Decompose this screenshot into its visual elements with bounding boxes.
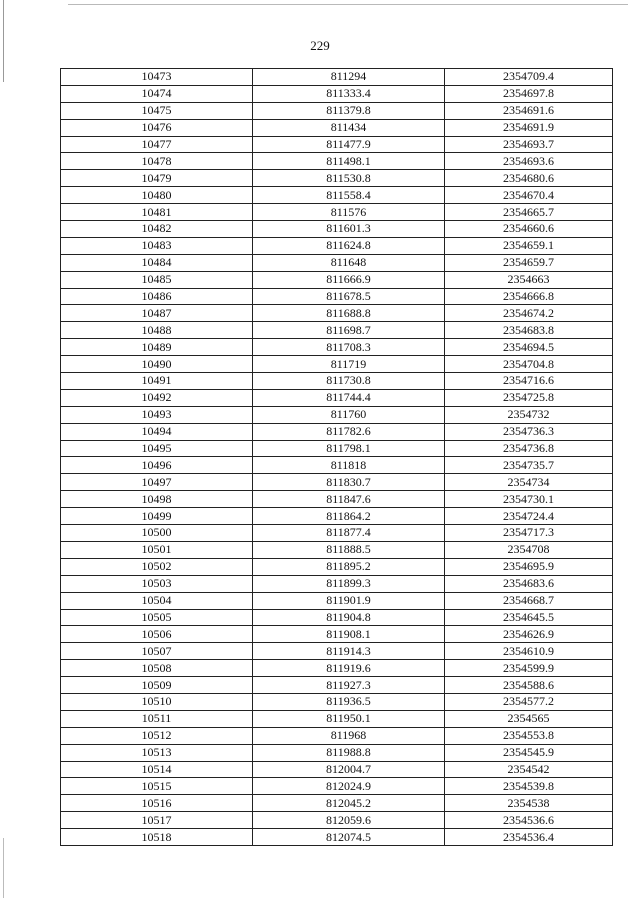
point-number-cell: 10473	[61, 69, 253, 86]
x-coordinate-cell: 811719	[253, 356, 445, 373]
y-coordinate-cell: 2354577.2	[445, 693, 613, 710]
point-number-cell: 10476	[61, 119, 253, 136]
point-number-cell: 10517	[61, 812, 253, 829]
top-rule	[68, 4, 628, 5]
table-row	[61, 491, 613, 508]
point-number-cell: 10484	[61, 254, 253, 271]
point-number-cell: 10491	[61, 373, 253, 390]
point-number-cell: 10499	[61, 508, 253, 525]
y-coordinate-cell: 2354663	[445, 271, 613, 288]
point-number-cell: 10508	[61, 660, 253, 677]
x-coordinate-cell: 811864.2	[253, 508, 445, 525]
point-number-cell: 10498	[61, 491, 253, 508]
table-row	[61, 389, 613, 406]
y-coordinate-cell: 2354610.9	[445, 643, 613, 660]
point-number-cell: 10502	[61, 558, 253, 575]
x-coordinate-cell: 811927.3	[253, 677, 445, 694]
y-coordinate-cell: 2354732	[445, 406, 613, 423]
point-number-cell: 10507	[61, 643, 253, 660]
y-coordinate-cell: 2354668.7	[445, 592, 613, 609]
table-row	[61, 204, 613, 221]
y-coordinate-cell: 2354545.9	[445, 744, 613, 761]
table-row	[61, 761, 613, 778]
y-coordinate-cell: 2354704.8	[445, 356, 613, 373]
y-coordinate-cell: 2354695.9	[445, 558, 613, 575]
point-number-cell: 10480	[61, 187, 253, 204]
table-row	[61, 136, 613, 153]
table-row	[61, 221, 613, 238]
point-number-cell: 10483	[61, 237, 253, 254]
x-coordinate-cell: 811904.8	[253, 609, 445, 626]
x-coordinate-cell: 811666.9	[253, 271, 445, 288]
table-row	[61, 643, 613, 660]
table-row	[61, 626, 613, 643]
table-body	[61, 69, 613, 846]
table-row	[61, 305, 613, 322]
table-row	[61, 69, 613, 86]
point-number-cell: 10479	[61, 170, 253, 187]
table-row	[61, 541, 613, 558]
point-number-cell: 10497	[61, 474, 253, 491]
y-coordinate-cell: 2354694.5	[445, 339, 613, 356]
x-coordinate-cell: 811830.7	[253, 474, 445, 491]
point-number-cell: 10482	[61, 221, 253, 238]
y-coordinate-cell: 2354670.4	[445, 187, 613, 204]
table-row	[61, 744, 613, 761]
x-coordinate-cell: 812045.2	[253, 795, 445, 812]
x-coordinate-cell: 811558.4	[253, 187, 445, 204]
y-coordinate-cell: 2354697.8	[445, 85, 613, 102]
x-coordinate-cell: 811648	[253, 254, 445, 271]
x-coordinate-cell: 811914.3	[253, 643, 445, 660]
x-coordinate-cell: 811877.4	[253, 525, 445, 542]
table-row	[61, 102, 613, 119]
table-row	[61, 677, 613, 694]
y-coordinate-cell: 2354536.6	[445, 812, 613, 829]
table-row	[61, 592, 613, 609]
y-coordinate-cell: 2354693.6	[445, 153, 613, 170]
table-row	[61, 727, 613, 744]
table-row	[61, 474, 613, 491]
table-row	[61, 322, 613, 339]
y-coordinate-cell: 2354725.8	[445, 389, 613, 406]
y-coordinate-cell: 2354734	[445, 474, 613, 491]
x-coordinate-cell: 811744.4	[253, 389, 445, 406]
table-row	[61, 440, 613, 457]
y-coordinate-cell: 2354736.8	[445, 440, 613, 457]
x-coordinate-cell: 811895.2	[253, 558, 445, 575]
table-row	[61, 609, 613, 626]
x-coordinate-cell: 811798.1	[253, 440, 445, 457]
y-coordinate-cell: 2354553.8	[445, 727, 613, 744]
y-coordinate-cell: 2354659.7	[445, 254, 613, 271]
y-coordinate-cell: 2354538	[445, 795, 613, 812]
y-coordinate-cell: 2354539.8	[445, 778, 613, 795]
y-coordinate-cell: 2354599.9	[445, 660, 613, 677]
point-number-cell: 10516	[61, 795, 253, 812]
point-number-cell: 10510	[61, 693, 253, 710]
point-number-cell: 10486	[61, 288, 253, 305]
x-coordinate-cell: 811477.9	[253, 136, 445, 153]
point-number-cell: 10509	[61, 677, 253, 694]
y-coordinate-cell: 2354730.1	[445, 491, 613, 508]
x-coordinate-cell: 811950.1	[253, 710, 445, 727]
point-number-cell: 10493	[61, 406, 253, 423]
y-coordinate-cell: 2354735.7	[445, 457, 613, 474]
x-coordinate-cell: 811988.8	[253, 744, 445, 761]
y-coordinate-cell: 2354645.5	[445, 609, 613, 626]
point-number-cell: 10494	[61, 423, 253, 440]
y-coordinate-cell: 2354736.3	[445, 423, 613, 440]
table-row	[61, 423, 613, 440]
x-coordinate-cell: 812074.5	[253, 829, 445, 846]
y-coordinate-cell: 2354717.3	[445, 525, 613, 542]
y-coordinate-cell: 2354666.8	[445, 288, 613, 305]
point-number-cell: 10514	[61, 761, 253, 778]
x-coordinate-cell: 811888.5	[253, 541, 445, 558]
table-row	[61, 288, 613, 305]
x-coordinate-cell: 811818	[253, 457, 445, 474]
point-number-cell: 10512	[61, 727, 253, 744]
table-row	[61, 660, 613, 677]
x-coordinate-cell: 811698.7	[253, 322, 445, 339]
table-row	[61, 812, 613, 829]
point-number-cell: 10492	[61, 389, 253, 406]
table-row	[61, 710, 613, 727]
x-coordinate-cell: 812004.7	[253, 761, 445, 778]
y-coordinate-cell: 2354691.9	[445, 119, 613, 136]
x-coordinate-cell: 811624.8	[253, 237, 445, 254]
x-coordinate-cell: 811576	[253, 204, 445, 221]
point-number-cell: 10487	[61, 305, 253, 322]
y-coordinate-cell: 2354536.4	[445, 829, 613, 846]
point-number-cell: 10500	[61, 525, 253, 542]
point-number-cell: 10490	[61, 356, 253, 373]
y-coordinate-cell: 2354659.1	[445, 237, 613, 254]
point-number-cell: 10501	[61, 541, 253, 558]
y-coordinate-cell: 2354683.8	[445, 322, 613, 339]
table-row	[61, 237, 613, 254]
point-number-cell: 10489	[61, 339, 253, 356]
point-number-cell: 10488	[61, 322, 253, 339]
table-row	[61, 119, 613, 136]
coordinates-table	[60, 68, 613, 846]
table-row	[61, 356, 613, 373]
table-row	[61, 693, 613, 710]
y-coordinate-cell: 2354716.6	[445, 373, 613, 390]
table-row	[61, 373, 613, 390]
x-coordinate-cell: 811688.8	[253, 305, 445, 322]
table-row	[61, 187, 613, 204]
y-coordinate-cell: 2354626.9	[445, 626, 613, 643]
table-row	[61, 406, 613, 423]
y-coordinate-cell: 2354693.7	[445, 136, 613, 153]
x-coordinate-cell: 811968	[253, 727, 445, 744]
table-row	[61, 85, 613, 102]
page-number: 229	[310, 38, 330, 53]
table-row	[61, 457, 613, 474]
point-number-cell: 10506	[61, 626, 253, 643]
y-coordinate-cell: 2354665.7	[445, 204, 613, 221]
x-coordinate-cell: 811899.3	[253, 575, 445, 592]
y-coordinate-cell: 2354691.6	[445, 102, 613, 119]
y-coordinate-cell: 2354683.6	[445, 575, 613, 592]
y-coordinate-cell: 2354588.6	[445, 677, 613, 694]
table-row	[61, 271, 613, 288]
x-coordinate-cell: 812024.9	[253, 778, 445, 795]
y-coordinate-cell: 2354709.4	[445, 69, 613, 86]
x-coordinate-cell: 811530.8	[253, 170, 445, 187]
x-coordinate-cell: 811379.8	[253, 102, 445, 119]
x-coordinate-cell: 811294	[253, 69, 445, 86]
point-number-cell: 10474	[61, 85, 253, 102]
table-row	[61, 829, 613, 846]
x-coordinate-cell: 811333.4	[253, 85, 445, 102]
x-coordinate-cell: 811498.1	[253, 153, 445, 170]
x-coordinate-cell: 811708.3	[253, 339, 445, 356]
x-coordinate-cell: 811908.1	[253, 626, 445, 643]
x-coordinate-cell: 811919.6	[253, 660, 445, 677]
table-row	[61, 558, 613, 575]
point-number-cell: 10495	[61, 440, 253, 457]
x-coordinate-cell: 811601.3	[253, 221, 445, 238]
y-coordinate-cell: 2354660.6	[445, 221, 613, 238]
point-number-cell: 10503	[61, 575, 253, 592]
y-coordinate-cell: 2354542	[445, 761, 613, 778]
x-coordinate-cell: 811847.6	[253, 491, 445, 508]
table-row	[61, 525, 613, 542]
table-row	[61, 339, 613, 356]
y-coordinate-cell: 2354674.2	[445, 305, 613, 322]
point-number-cell: 10505	[61, 609, 253, 626]
table-row	[61, 254, 613, 271]
x-coordinate-cell: 811434	[253, 119, 445, 136]
point-number-cell: 10513	[61, 744, 253, 761]
point-number-cell: 10515	[61, 778, 253, 795]
table-row	[61, 508, 613, 525]
point-number-cell: 10504	[61, 592, 253, 609]
x-coordinate-cell: 811901.9	[253, 592, 445, 609]
y-coordinate-cell: 2354708	[445, 541, 613, 558]
x-coordinate-cell: 812059.6	[253, 812, 445, 829]
point-number-cell: 10485	[61, 271, 253, 288]
x-coordinate-cell: 811730.8	[253, 373, 445, 390]
point-number-cell: 10475	[61, 102, 253, 119]
x-coordinate-cell: 811678.5	[253, 288, 445, 305]
point-number-cell: 10496	[61, 457, 253, 474]
x-coordinate-cell: 811782.6	[253, 423, 445, 440]
point-number-cell: 10481	[61, 204, 253, 221]
table-row	[61, 153, 613, 170]
x-coordinate-cell: 811760	[253, 406, 445, 423]
table-row	[61, 778, 613, 795]
point-number-cell: 10478	[61, 153, 253, 170]
table-row	[61, 575, 613, 592]
point-number-cell: 10511	[61, 710, 253, 727]
point-number-cell: 10518	[61, 829, 253, 846]
table-row	[61, 795, 613, 812]
y-coordinate-cell: 2354724.4	[445, 508, 613, 525]
point-number-cell: 10477	[61, 136, 253, 153]
scan-edge	[3, 838, 4, 898]
x-coordinate-cell: 811936.5	[253, 693, 445, 710]
y-coordinate-cell: 2354565	[445, 710, 613, 727]
y-coordinate-cell: 2354680.6	[445, 170, 613, 187]
table-row	[61, 170, 613, 187]
